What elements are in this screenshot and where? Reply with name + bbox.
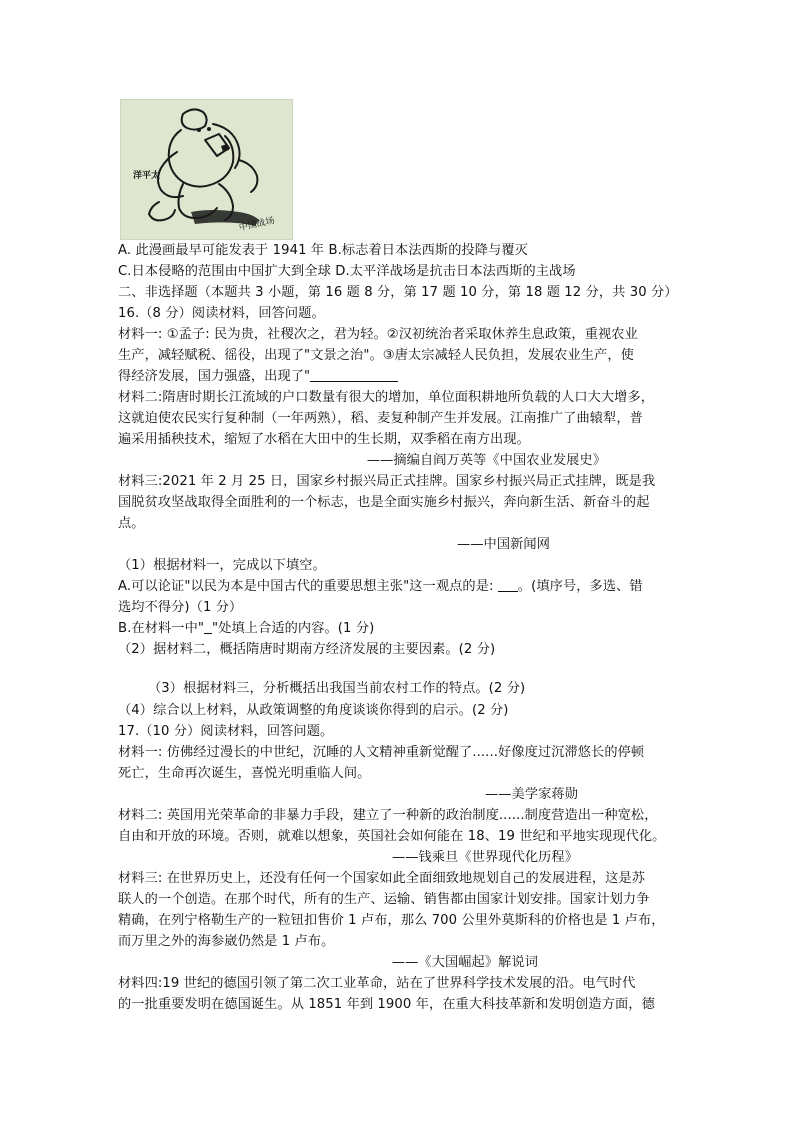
answer-blank[interactable] [498,577,518,592]
cartoon-right-caption: 中国战场 [238,216,276,234]
q16-material1-l1: 材料一: ①孟子: 民为贵，社稷次之，君为轻。②汉初统治者采取休养生息政策，重视农业 [118,327,638,342]
q16-material2-l3: 遍采用插秧技术，缩短了水稻在大田中的生长期，双季稻在南方出现。 [118,432,530,447]
q16-material3-l1: 材料三:2021 年 2 月 25 日，国家乡村振兴局正式挂牌。国家乡村振兴局正式挂牌，既是我 [118,474,656,489]
q17-material1-l2: 死亡，生命再次诞生，喜悦光明重临人间。 [118,766,371,781]
q17-material2-l1: 材料二: 英国用光荣革命的非暴力手段，建立了一种新的政治制度......制度营造出一种宽松， [118,808,658,823]
cartoon-drawing [121,100,292,239]
q16-material3-l3: 点。 [118,516,145,531]
q16-sub1b-text-b: "处填上合适的内容。(1 分) [212,621,375,636]
q16-sub1b-text-a: B.在材料一中" [118,621,205,636]
q16-material1-l3 [118,367,678,388]
option-line-1: A. 此漫画最早可能发表于 1941 年 B.标志着日本法西斯的投降与覆灭 [118,243,528,258]
q17-material4-l2: 的一批重要发明在德国诞生。从 1851 年到 1900 年，在重大科技革新和发明创造方面，德 [118,997,655,1012]
q17-material3-l3: 精确，在列宁格勒生产的一粒钮扣售价 1 卢布，那么 700 公里外莫斯科的价格也是 1 卢布， [118,913,665,928]
cartoon-image [120,99,293,240]
q16-sub1: （1）根据材料一，完成以下填空。 [118,558,326,573]
q17-material1-source: ——美学家蒋勋 [484,787,578,802]
option-line-2: C.日本侵略的范围由中国扩大到全球 D.太平洋战场是抗击日本法西斯的主战场 [118,264,576,279]
section-title: 二、非选择题（本题共 3 小题，第 16 题 8 分，第 17 题 10 分，第 18 题 12 分，共 30 分） [118,285,678,300]
q16-material1-l2: 生产，减轻赋税、徭役，出现了"文景之治"。③唐太宗减轻人民负担，发展农业生产，使 [118,348,634,363]
q16-sub1a-l2: 选均不得分)（1 分） [118,600,243,615]
q16-material2-l1: 材料二:隋唐时期长江流域的户口数量有很大的增加，单位面积耕地所负载的人口大大增多， [118,390,655,405]
q16-sub1a-l1 [118,577,678,598]
q16-sub1b [118,619,678,640]
answer-blank[interactable] [310,367,398,382]
q16-sub4: （4）综合以上材料，从政策调整的角度谈谈你得到的启示。(2 分) [118,703,509,718]
q17-material3-l2: 联人的一个创造。在那个时代，所有的生产、运输、销售都由国家计划安排。国家计划力争 [118,892,650,907]
q16-head: 16.（8 分）阅读材料，回答问题。 [118,306,325,321]
q17-material2-source: ——钱乘旦《世界现代化历程》 [391,850,578,865]
q17-material1-l1: 材料一: 仿佛经过漫长的中世纪，沉睡的人文精神重新觉醒了......好像度过沉滞悠长的停顿 [118,745,645,760]
q16-material3-source: ——中国新闻网 [456,537,550,552]
answer-blank[interactable] [204,619,212,634]
q16-sub1a-text-a: A.可以论证"以民为本是中国古代的重要思想主张"这一观点的是: [118,579,498,594]
q16-sub3: （3）根据材料三，分析概括出我国当前农村工作的特点。(2 分) [148,681,526,696]
q16-material2-source: ——摘编自阎万英等《中国农业发展史》 [366,453,606,468]
q17-material3-l4: 而万里之外的海参崴仍然是 1 卢布。 [118,934,335,949]
q17-material3-source: ——《大国崛起》解说词 [391,955,538,970]
q16-material3-l2: 国脱贫攻坚战取得全面胜利的一个标志，也是全面实施乡村振兴，奔向新生活、新奋斗的起 [118,495,650,510]
q17-material4-l1: 材料四:19 世纪的德国引领了第二次工业革命，站在了世界科学技术发展的沿。电气时代 [118,976,636,991]
q17-material3-l1: 材料三: 在世界历史上，还没有任何一个国家如此全面细致地规划自己的发展进程，这是苏 [118,871,646,886]
cartoon-left-caption: 洋平太 [133,171,161,181]
q16-material2-l2: 这就迫使农民实行复种制（一年两熟），稻、麦复种制产生并发展。江南推广了曲辕犁，普 [118,411,643,426]
q16-sub2: （2）据材料二，概括隋唐时期南方经济发展的主要因素。(2 分) [118,642,496,657]
q16-material1-l3-text: 得经济发展，国力强盛，出现了" [118,369,311,384]
q17-head: 17.（10 分）阅读材料，回答问题。 [118,724,334,739]
q16-sub1a-text-b: 。(填序号，多选、错 [517,579,643,594]
q17-material2-l2: 自由和开放的环境。否则，就难以想象，英国社会如何能在 18、19 世纪和平地实现现代化。 [118,829,666,844]
